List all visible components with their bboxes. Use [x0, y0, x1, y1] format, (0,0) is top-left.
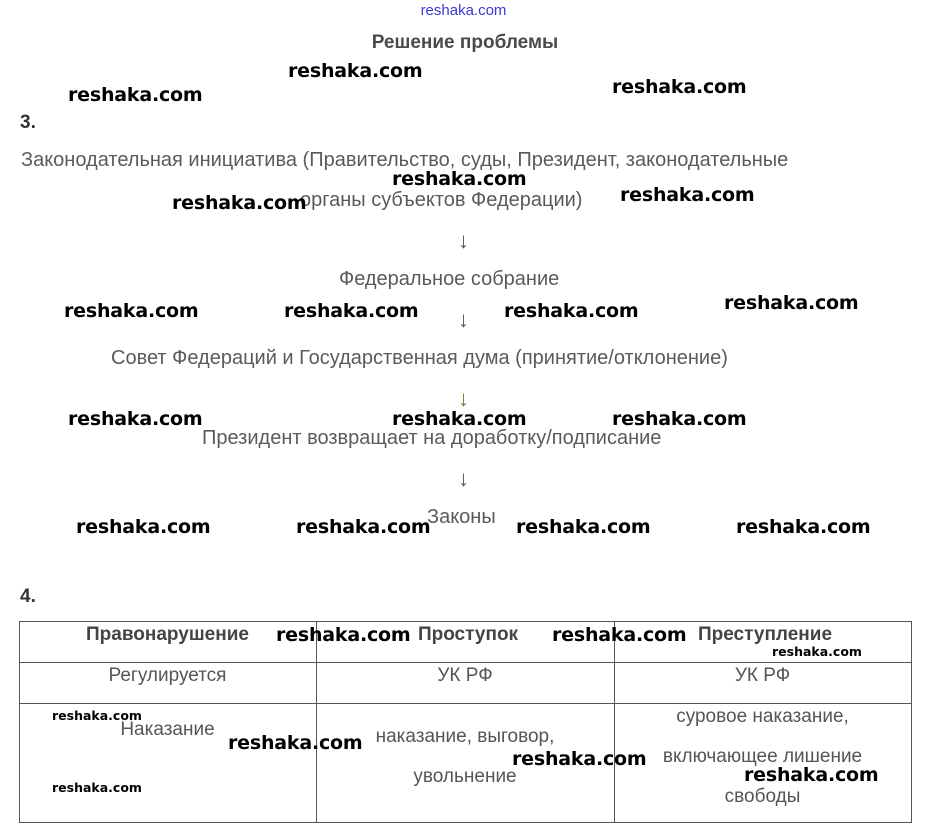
watermark: reshaka.com	[296, 516, 431, 538]
initiative-line-2: органы субъектов Федерации)	[300, 189, 583, 211]
row-regulated-label: Регулируется	[108, 665, 227, 686]
watermark: reshaka.com	[52, 708, 142, 723]
watermark: reshaka.com	[744, 764, 879, 786]
watermark: reshaka.com	[276, 624, 411, 646]
initiative-line-1: Законодательная инициатива (Правительство, суды, Президент, законодательные	[21, 149, 789, 171]
row-punishment-label: Наказание	[120, 719, 215, 740]
watermark: reshaka.com	[620, 184, 755, 206]
header-crime: Преступление	[697, 624, 833, 645]
page-title: Решение проблемы	[371, 32, 559, 53]
watermark: reshaka.com	[76, 516, 211, 538]
watermark: reshaka.com	[612, 408, 747, 430]
row-regulated-crime: УК РФ	[734, 665, 791, 686]
watermark: reshaka.com	[724, 292, 859, 314]
row-punishment-crime-line1: суровое наказание,	[676, 706, 849, 727]
watermark: reshaka.com	[288, 60, 423, 82]
watermark: reshaka.com	[284, 300, 419, 322]
down-arrow-icon: ↓	[458, 307, 469, 332]
down-arrow-icon: ↓	[458, 228, 469, 253]
watermark: reshaka.com	[736, 516, 871, 538]
watermark: reshaka.com	[64, 300, 199, 322]
council-duma: Совет Федераций и Государственная дума (принятие/отклонение)	[111, 347, 728, 369]
row-punishment-crime-line2: включающее лишение	[662, 746, 863, 767]
header-misdemeanor: Проступок	[417, 624, 519, 645]
federal-assembly: Федеральное собрание	[339, 268, 560, 290]
watermark: reshaka.com	[392, 408, 527, 430]
row-punishment-misdemeanor-line1: наказание, выговор,	[375, 726, 555, 747]
laws-step: Законы	[427, 506, 496, 528]
watermark: reshaka.com	[172, 192, 307, 214]
row-regulated-misdemeanor: УК РФ	[437, 665, 493, 686]
watermark: reshaka.com	[516, 516, 651, 538]
down-arrow-icon: ↓	[458, 386, 469, 411]
header-offense: Правонарушение	[86, 624, 249, 645]
watermark: reshaka.com	[512, 748, 647, 770]
president-step: Президент возвращает на доработку/подписание	[202, 427, 662, 449]
watermark: reshaka.com	[68, 408, 203, 430]
watermark: reshaka.com	[504, 300, 639, 322]
watermark: reshaka.com	[52, 780, 142, 795]
watermark: reshaka.com	[552, 624, 687, 646]
watermark: reshaka.com	[228, 732, 363, 754]
watermark: reshaka.com	[772, 644, 862, 659]
site-link[interactable]: reshaka.com	[420, 2, 507, 19]
section-4-number: 4.	[20, 586, 36, 607]
row-punishment-misdemeanor-line2: увольнение	[413, 766, 517, 787]
row-punishment-crime-line3: свободы	[724, 786, 801, 807]
watermark: reshaka.com	[392, 168, 527, 190]
section-3-number: 3.	[20, 112, 36, 133]
watermark: reshaka.com	[68, 84, 203, 106]
watermark: reshaka.com	[612, 76, 747, 98]
down-arrow-icon: ↓	[458, 466, 469, 491]
